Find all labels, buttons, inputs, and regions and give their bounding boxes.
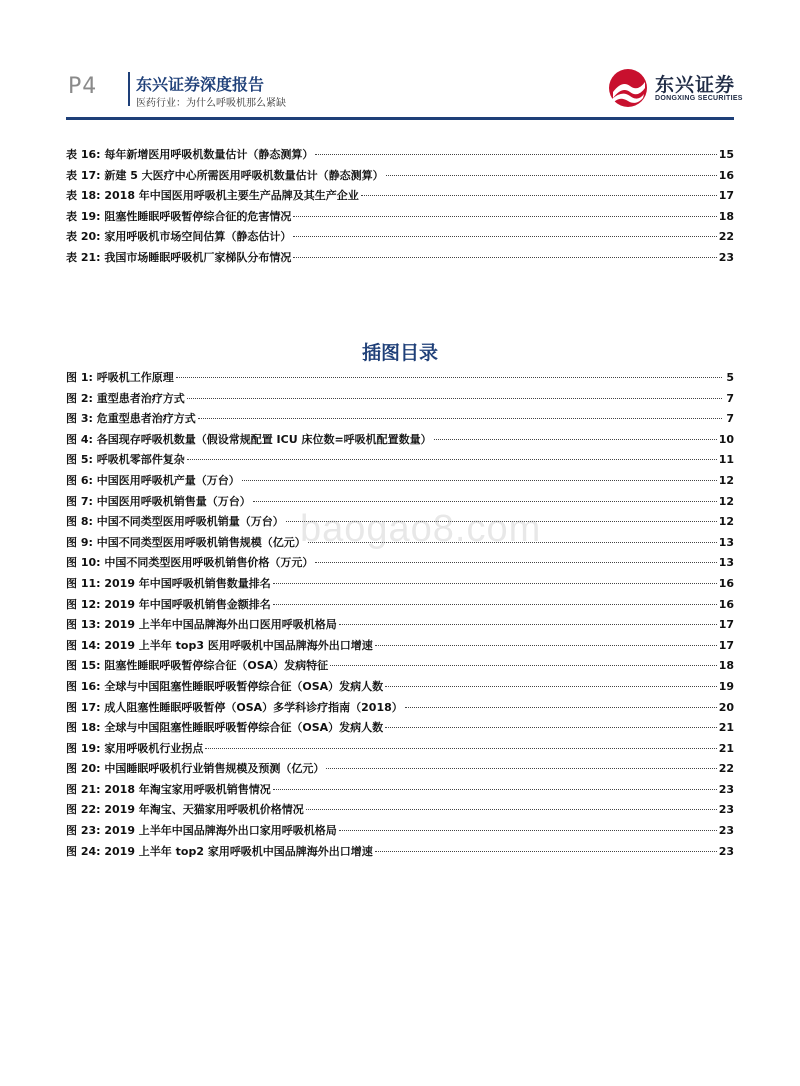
toc-entry-label: 图 24: 2019 上半年 top2 家用呼吸机中国品牌海外出口增速	[66, 844, 373, 858]
toc-entry-label: 图 9: 中国不同类型医用呼吸机销售规模（亿元）	[66, 535, 306, 549]
toc-entry[interactable]	[66, 534, 734, 555]
watermark: baogao8.com	[300, 508, 542, 550]
toc-entry-label: 表 20: 家用呼吸机市场空间估算（静态估计）	[66, 230, 292, 244]
figures-toc	[66, 369, 734, 863]
toc-leader-dots	[308, 542, 717, 543]
toc-entry-label: 图 12: 2019 年中国呼吸机销售金额排名	[66, 597, 271, 611]
toc-entry-label: 表 21: 我国市场睡眠呼吸机厂家梯队分布情况	[66, 250, 292, 264]
logo-english: DONGXING SECURITIES	[655, 95, 743, 102]
toc-entry-page: 17	[718, 189, 734, 203]
toc-leader-dots	[273, 604, 717, 605]
toc-entry[interactable]	[66, 410, 734, 431]
toc-entry-page: 22	[718, 762, 734, 776]
toc-entry-label: 图 5: 呼吸机零部件复杂	[66, 453, 185, 467]
toc-leader-dots	[273, 789, 717, 790]
toc-entry-page: 21	[718, 741, 734, 755]
toc-entry-page: 11	[718, 453, 734, 467]
toc-entry-page: 12	[718, 494, 734, 508]
report-subtitle: 医药行业：为什么呼吸机那么紧缺	[136, 98, 286, 109]
toc-entry-page: 12	[718, 473, 734, 487]
toc-entry[interactable]	[66, 575, 734, 596]
toc-leader-dots	[205, 748, 716, 749]
toc-leader-dots	[361, 195, 717, 196]
toc-leader-dots	[385, 686, 717, 687]
header-divider	[128, 72, 130, 106]
toc-entry[interactable]	[66, 451, 734, 472]
toc-entry-page: 20	[718, 700, 734, 714]
toc-entry[interactable]	[66, 554, 734, 575]
toc-entry-page: 23	[718, 803, 734, 817]
report-title: 东兴证券深度报告	[136, 75, 265, 94]
toc-leader-dots	[315, 154, 716, 155]
toc-leader-dots	[187, 398, 722, 399]
toc-entry-page: 12	[718, 515, 734, 529]
toc-entry-page: 23	[718, 824, 734, 838]
toc-entry-label: 图 23: 2019 上半年中国品牌海外出口家用呼吸机格局	[66, 824, 337, 838]
toc-leader-dots	[253, 501, 717, 502]
toc-entry-page: 16	[718, 597, 734, 611]
toc-entry-page: 16	[718, 576, 734, 590]
page-number: P4	[68, 74, 98, 99]
toc-entry[interactable]	[66, 719, 734, 740]
toc-entry[interactable]	[66, 493, 734, 514]
toc-entry-page: 19	[718, 679, 734, 693]
toc-leader-dots	[273, 583, 717, 584]
toc-entry[interactable]	[66, 678, 734, 699]
toc-entry-label: 图 18: 全球与中国阻塞性睡眠呼吸暂停综合征（OSA）发病人数	[66, 721, 384, 735]
toc-leader-dots	[339, 624, 717, 625]
toc-entry[interactable]	[66, 740, 734, 761]
toc-leader-dots	[286, 521, 717, 522]
toc-entry-label: 图 2: 重型患者治疗方式	[66, 391, 185, 405]
toc-entry-page: 15	[718, 148, 734, 161]
toc-entry-page: 23	[718, 844, 734, 858]
toc-entry[interactable]	[66, 657, 734, 678]
toc-entry-page: 16	[718, 168, 734, 182]
toc-entry-label: 图 8: 中国不同类型医用呼吸机销量（万台）	[66, 515, 284, 529]
toc-entry-page: 23	[718, 250, 734, 264]
toc-entry-page: 13	[718, 535, 734, 549]
toc-leader-dots	[326, 768, 716, 769]
toc-entry-label: 图 3: 危重型患者治疗方式	[66, 412, 196, 426]
toc-entry-label: 图 21: 2018 年淘宝家用呼吸机销售情况	[66, 782, 271, 796]
tables-toc	[66, 146, 734, 270]
toc-leader-dots	[375, 645, 717, 646]
toc-entry-label: 图 20: 中国睡眠呼吸机行业销售规模及预测（亿元）	[66, 762, 325, 776]
toc-entry-label: 图 16: 全球与中国阻塞性睡眠呼吸暂停综合征（OSA）发病人数	[66, 679, 384, 693]
toc-entry-label: 表 17: 新建 5 大医疗中心所需医用呼吸机数量估计（静态测算）	[66, 168, 384, 182]
header-rule	[66, 117, 734, 120]
toc-entry[interactable]	[66, 760, 734, 781]
toc-leader-dots	[330, 665, 717, 666]
toc-entry-page: 7	[726, 412, 734, 426]
toc-entry-page: 22	[718, 230, 734, 244]
toc-leader-dots	[434, 439, 717, 440]
toc-entry[interactable]	[66, 699, 734, 720]
toc-entry-label: 图 14: 2019 上半年 top3 医用呼吸机中国品牌海外出口增速	[66, 638, 373, 652]
toc-leader-dots	[385, 727, 717, 728]
toc-entry[interactable]	[66, 249, 734, 270]
toc-entry[interactable]	[66, 616, 734, 637]
toc-entry[interactable]	[66, 187, 734, 208]
figures-section-title: 插图目录	[361, 342, 438, 364]
toc-entry-label: 图 15: 阻塞性睡眠呼吸暂停综合征（OSA）发病特征	[66, 659, 329, 673]
toc-leader-dots	[315, 562, 716, 563]
toc-entry-label: 表 18: 2018 年中国医用呼吸机主要生产品牌及其生产企业	[66, 189, 359, 203]
toc-leader-dots	[339, 830, 717, 831]
toc-leader-dots	[405, 707, 717, 708]
toc-entry-label: 图 4: 各国现存呼吸机数量（假设常规配置 ICU 床位数=呼吸机配置数量）	[66, 432, 432, 446]
toc-entry[interactable]	[66, 167, 734, 188]
toc-entry-page: 18	[718, 209, 734, 223]
toc-entry-page: 10	[718, 432, 734, 446]
toc-entry-label: 图 10: 中国不同类型医用呼吸机销售价格（万元）	[66, 556, 314, 570]
toc-leader-dots	[187, 459, 717, 460]
toc-entry-label: 图 13: 2019 上半年中国品牌海外出口医用呼吸机格局	[66, 618, 337, 632]
toc-entry-label: 图 17: 成人阻塞性睡眠呼吸暂停（OSA）多学科诊疗指南（2018）	[66, 700, 403, 714]
toc-leader-dots	[306, 809, 717, 810]
toc-entry-label: 图 11: 2019 年中国呼吸机销售数量排名	[66, 576, 271, 590]
toc-entry-page: 23	[718, 782, 734, 796]
toc-leader-dots	[293, 216, 716, 217]
toc-entry-page: 17	[718, 618, 734, 632]
toc-entry[interactable]	[66, 228, 734, 249]
toc-entry-label: 图 1: 呼吸机工作原理	[66, 371, 174, 384]
toc-entry[interactable]	[66, 637, 734, 658]
toc-leader-dots	[198, 418, 722, 419]
toc-entry[interactable]	[66, 801, 734, 822]
toc-entry-page: 13	[718, 556, 734, 570]
toc-entry-page: 5	[726, 371, 734, 384]
toc-entry[interactable]	[66, 822, 734, 843]
toc-entry[interactable]	[66, 596, 734, 617]
toc-entry-label: 图 7: 中国医用呼吸机销售量（万台）	[66, 494, 251, 508]
toc-entry[interactable]	[66, 146, 734, 167]
toc-entry[interactable]	[66, 472, 734, 493]
toc-entry[interactable]	[66, 390, 734, 411]
toc-entry-page: 18	[718, 659, 734, 673]
toc-entry-label: 表 16: 每年新增医用呼吸机数量估计（静态测算）	[66, 148, 314, 161]
toc-leader-dots	[375, 851, 717, 852]
toc-entry-label: 图 19: 家用呼吸机行业拐点	[66, 741, 204, 755]
toc-leader-dots	[176, 377, 722, 378]
toc-entry[interactable]	[66, 843, 734, 864]
toc-leader-dots	[293, 257, 716, 258]
toc-leader-dots	[386, 175, 717, 176]
toc-entry-page: 7	[726, 391, 734, 405]
toc-entry[interactable]	[66, 431, 734, 452]
toc-leader-dots	[242, 480, 717, 481]
toc-entry-page: 21	[718, 721, 734, 735]
toc-entry[interactable]	[66, 513, 734, 534]
toc-entry-page: 17	[718, 638, 734, 652]
toc-entry[interactable]	[66, 369, 734, 390]
logo-name: 东兴证券	[655, 74, 736, 96]
toc-entry[interactable]	[66, 781, 734, 802]
toc-entry[interactable]	[66, 208, 734, 229]
toc-entry-label: 图 22: 2019 年淘宝、天猫家用呼吸机价格情况	[66, 803, 304, 817]
toc-entry-label: 表 19: 阻塞性睡眠呼吸暂停综合征的危害情况	[66, 209, 292, 223]
toc-leader-dots	[293, 236, 716, 237]
toc-entry-label: 图 6: 中国医用呼吸机产量（万台）	[66, 473, 240, 487]
